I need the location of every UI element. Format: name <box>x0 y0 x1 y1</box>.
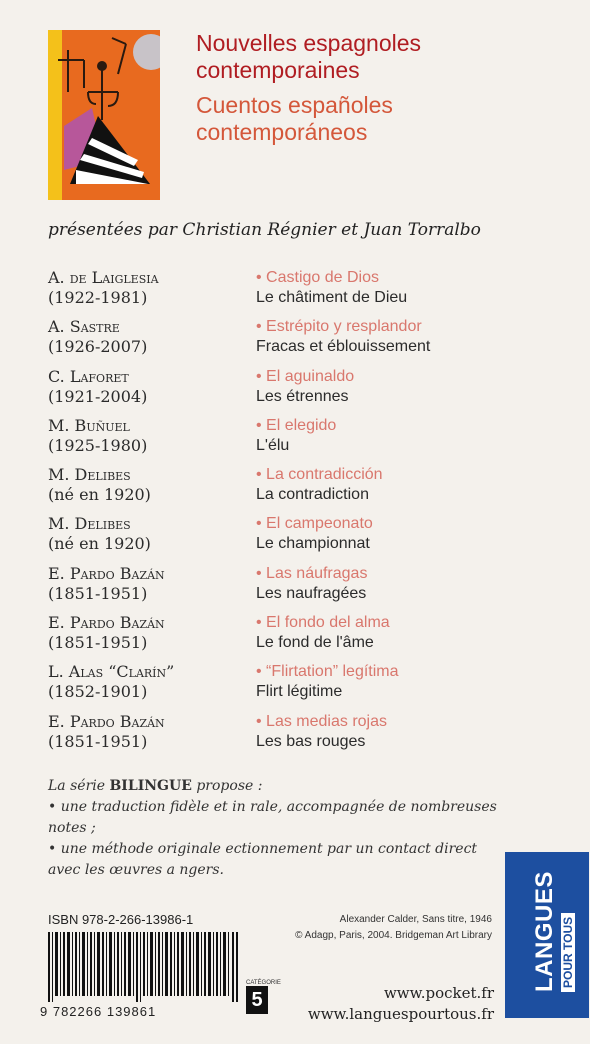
bilingue-bullet-1: • une traduction fidèle et in rale, accompagnée de nombreuses notes ; <box>48 799 497 836</box>
author-block <box>48 712 258 752</box>
logo-line-2: POUR TOUS <box>561 913 575 992</box>
presenters-line: présentées par Christian Régnier et Juan Torralbo <box>48 220 481 240</box>
author-block <box>48 268 258 308</box>
author-years: (1925-1980) <box>48 435 148 455</box>
story-title-spanish: • El aguinaldo <box>256 367 355 385</box>
story-title-spanish: • La contradicción <box>256 466 383 484</box>
story-titles <box>256 317 556 357</box>
author-name: A. de Laiglesia <box>48 268 159 287</box>
story-title-french: Les étrennes <box>256 387 349 405</box>
story-title-spanish: • Las náufragas <box>256 564 368 582</box>
story-title-french: Fracas et éblouissement <box>256 338 431 356</box>
story-titles <box>256 367 556 407</box>
story-title-spanish: • El elegido <box>256 416 337 434</box>
story-item <box>48 662 548 711</box>
author-block <box>48 317 258 357</box>
story-item <box>48 367 548 416</box>
french-title-line2: contemporaines <box>196 57 360 83</box>
story-title-french: L'élu <box>256 436 290 454</box>
story-item <box>48 514 548 563</box>
pocket-url[interactable]: www.pocket.fr <box>383 984 494 1002</box>
story-item <box>48 317 548 366</box>
series-intro-before: La série <box>48 778 110 794</box>
cover-artwork <box>48 30 160 200</box>
calder-artwork-image <box>48 30 160 200</box>
author-name: M. Delibes <box>48 514 131 534</box>
category-label: CATÉGORIE <box>246 980 281 986</box>
author-years: (1851-1951) <box>48 731 148 751</box>
author-block <box>48 613 258 653</box>
story-titles <box>256 613 556 653</box>
author-name: E. Pardo Bazán <box>48 711 165 731</box>
story-title-french: Les naufragées <box>256 584 367 602</box>
story-title-french: Le championnat <box>256 535 370 553</box>
story-list <box>48 268 548 761</box>
author-name: M. Delibes <box>48 465 131 485</box>
author-years: (1922-1981) <box>48 288 148 307</box>
french-title-line1: Nouvelles espagnoles <box>196 30 422 56</box>
bilingue-bullet-2: • une méthode originale ectionnement par un contact direct avec les œuvres a ngers. <box>48 841 478 878</box>
story-titles <box>256 416 556 456</box>
author-years: (1852-1901) <box>48 682 148 702</box>
french-title <box>196 30 556 84</box>
author-name: A. Sastre <box>48 317 120 337</box>
bilingue-description <box>48 776 498 881</box>
story-titles <box>256 514 556 554</box>
barcode-digits: 9 782266 139861 <box>40 1004 157 1019</box>
author-years: (né en 1920) <box>48 534 151 554</box>
credit-line-1: Alexander Calder, Sans titre, 1946 <box>339 914 492 925</box>
story-title-spanish: • “Flirtation” legítima <box>256 663 399 681</box>
logo-text <box>533 871 577 992</box>
story-title-spanish: • Castigo de Dios <box>256 269 379 286</box>
story-title-french: Les bas rouges <box>256 732 366 750</box>
author-block <box>48 367 258 407</box>
story-title-spanish: • Estrépito y resplandor <box>256 318 422 336</box>
story-item <box>48 564 548 613</box>
author-years: (1851-1951) <box>48 583 148 603</box>
story-item <box>48 712 548 761</box>
langues-pour-tous-logo <box>505 852 589 1018</box>
barcode <box>48 932 238 1002</box>
author-name: L. Alas “Clarín” <box>48 662 175 682</box>
story-titles <box>256 465 556 505</box>
story-titles <box>256 268 556 308</box>
story-title-spanish: • El campeonato <box>256 515 373 533</box>
spanish-title <box>196 92 556 146</box>
author-name: E. Pardo Bazán <box>48 563 165 583</box>
publisher-urls <box>308 983 494 1025</box>
story-titles <box>256 712 556 752</box>
story-item <box>48 465 548 514</box>
series-name: BILINGUE <box>109 778 192 794</box>
author-block <box>48 514 258 554</box>
story-titles <box>256 564 556 604</box>
author-name: M. Buñuel <box>48 415 130 435</box>
story-titles <box>256 662 556 702</box>
story-title-french: Le fond de l'âme <box>256 634 374 652</box>
isbn-label: ISBN 978-2-266-13986-1 <box>48 912 194 927</box>
languespourtous-url[interactable]: www.languespourtous.fr <box>307 1005 494 1023</box>
story-title-french: Flirt légitime <box>256 683 343 701</box>
author-years: (1851-1951) <box>48 633 148 653</box>
credit-line-2: © Adagp, Paris, 2004. Bridgeman Art Library <box>295 930 492 941</box>
logo-line-1: LANGUES <box>531 871 558 992</box>
category-number: 5 <box>246 986 268 1014</box>
author-block <box>48 465 258 505</box>
story-title-french: Le châtiment de Dieu <box>256 289 408 306</box>
spanish-title-line1: Cuentos españoles <box>196 92 393 118</box>
story-item <box>48 416 548 465</box>
author-name: C. Laforet <box>48 366 129 386</box>
story-title-spanish: • El fondo del alma <box>256 614 390 632</box>
author-years: (1926-2007) <box>48 337 148 357</box>
category-badge <box>246 980 281 1022</box>
story-title-french: La contradiction <box>256 486 369 504</box>
series-intro-after: propose : <box>191 778 263 794</box>
author-block <box>48 564 258 604</box>
story-item <box>48 613 548 662</box>
author-block <box>48 416 258 456</box>
artwork-credits <box>295 912 492 944</box>
story-title-spanish: • Las medias rojas <box>256 712 387 730</box>
spanish-title-line2: contemporáneos <box>196 119 368 145</box>
author-block <box>48 662 258 702</box>
book-titles <box>196 30 556 146</box>
author-name: E. Pardo Bazán <box>48 613 165 633</box>
story-item <box>48 268 548 317</box>
author-years: (1921-2004) <box>48 386 148 406</box>
author-years: (né en 1920) <box>48 485 151 505</box>
series-intro <box>48 776 498 797</box>
